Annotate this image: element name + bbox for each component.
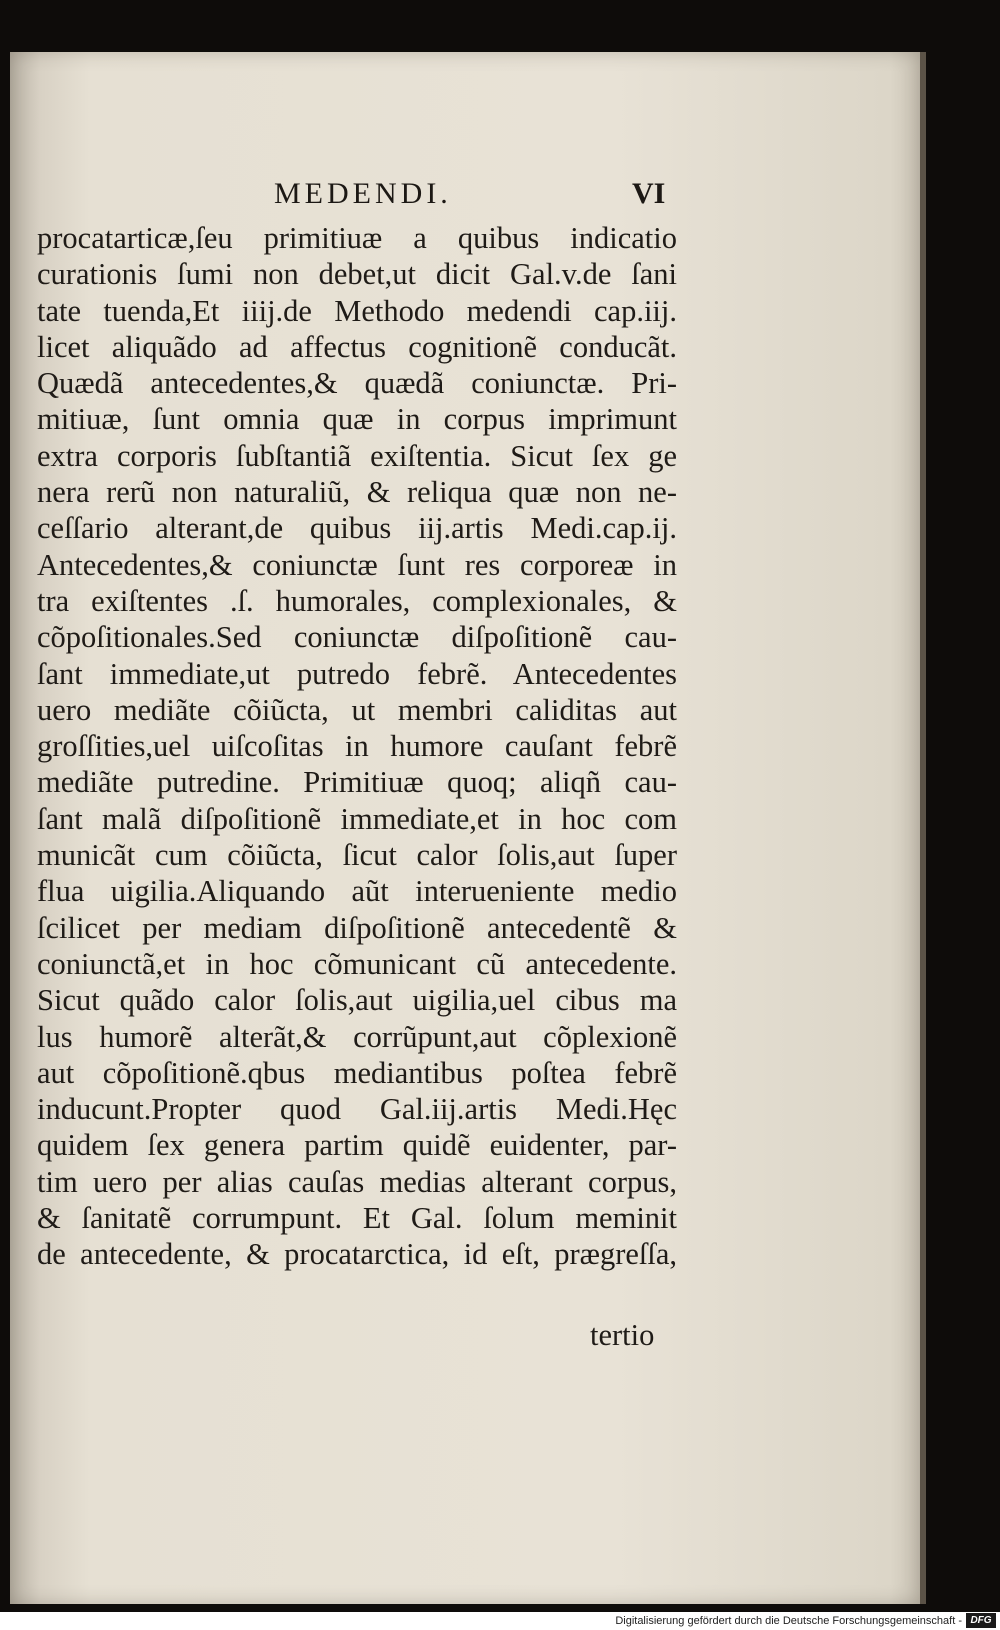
funding-credit: Digitalisierung gefördert durch die Deutsche Forschungsgemeinschaft - bbox=[615, 1615, 962, 1627]
running-head bbox=[10, 174, 920, 214]
folio-number: VI bbox=[632, 177, 666, 210]
text-line: cõpoſitionales.Sed coniunctæ diſpoſitionẽ cau- bbox=[37, 620, 677, 655]
body-text bbox=[37, 220, 677, 1273]
page-edge bbox=[920, 52, 926, 1604]
digitization-footer bbox=[0, 1612, 1000, 1630]
text-line: Quædã antecedentes,& quædã coniunctæ. Pri- bbox=[37, 366, 677, 401]
text-line: aut cõpoſitionẽ.qbus mediantibus poſtea febrẽ bbox=[37, 1055, 677, 1090]
text-line: procatarticæ,ſeu primitiuæ a quibus indicatio bbox=[37, 221, 677, 255]
running-head-title: MEDENDI. bbox=[274, 177, 452, 210]
text-line: tim uero per alias cauſas medias alterant corpus, bbox=[37, 1164, 677, 1199]
book-page bbox=[10, 52, 920, 1604]
dfg-logo-icon: DFG bbox=[966, 1613, 996, 1628]
text-line: inducunt.Propter quod Gal.iij.artis Medi.Hęc bbox=[37, 1092, 677, 1127]
text-line: ſant immediate,ut putredo febrẽ. Antecedentes bbox=[37, 656, 677, 691]
text-line: licet aliquãdo ad affectus cognitionẽ conducãt. bbox=[37, 329, 677, 364]
text-line: flua uigilia.Aliquando aũt interueniente medio bbox=[37, 874, 677, 909]
text-line: municãt cum cõiũcta, ſicut calor ſolis,aut ſuper bbox=[37, 838, 677, 873]
text-line: tate tuenda,Et iiij.de Methodo medendi cap.iij. bbox=[37, 293, 677, 328]
text-line: ſant malã diſpoſitionẽ immediate,et in hoc com bbox=[37, 801, 677, 836]
text-line: mediãte putredine. Primitiuæ quoq; aliqñ cau- bbox=[37, 765, 677, 800]
text-line: lus humorẽ alterãt,& corrũpunt,aut cõplexionẽ bbox=[37, 1019, 677, 1054]
text-line: ceſſario alterant,de quibus iij.artis Medi.cap.ij. bbox=[37, 511, 677, 546]
text-line: & ſanitatẽ corrumpunt. Et Gal. ſolum meminit bbox=[37, 1201, 677, 1236]
text-line: Sicut quãdo calor ſolis,aut uigilia,uel cibus ma bbox=[37, 983, 677, 1018]
text-line: Antecedentes,& coniunctæ ſunt res corporeæ in bbox=[37, 547, 677, 582]
catchword: tertio bbox=[590, 1318, 655, 1352]
text-line: extra corporis ſubſtantiã exiſtentia. Sicut ſex ge bbox=[37, 438, 677, 473]
text-line: mitiuæ, ſunt omnia quæ in corpus imprimunt bbox=[37, 402, 677, 437]
text-line: ſcilicet per mediam diſpoſitionẽ antecedentẽ & bbox=[37, 910, 677, 945]
text-line: uero mediãte cõiũcta, ut membri caliditas aut bbox=[37, 692, 677, 727]
text-line: nera rerũ non naturaliũ, & reliqua quæ non ne- bbox=[37, 475, 677, 510]
text-line: de antecedente, & procatarctica, id eſt, prægreſſa, bbox=[37, 1237, 677, 1272]
text-line: groſſities,uel uiſcoſitas in humore cauſant febrẽ bbox=[37, 729, 677, 764]
text-line: tra exiſtentes .ſ. humorales, complexionales, & bbox=[37, 583, 677, 618]
text-line: coniunctã,et in hoc cõmunicant cũ antecedente. bbox=[37, 946, 677, 981]
text-line: curationis ſumi non debet,ut dicit Gal.v.de ſani bbox=[37, 257, 677, 292]
text-line: quidem ſex genera partim quidẽ euidenter, par- bbox=[37, 1128, 677, 1163]
